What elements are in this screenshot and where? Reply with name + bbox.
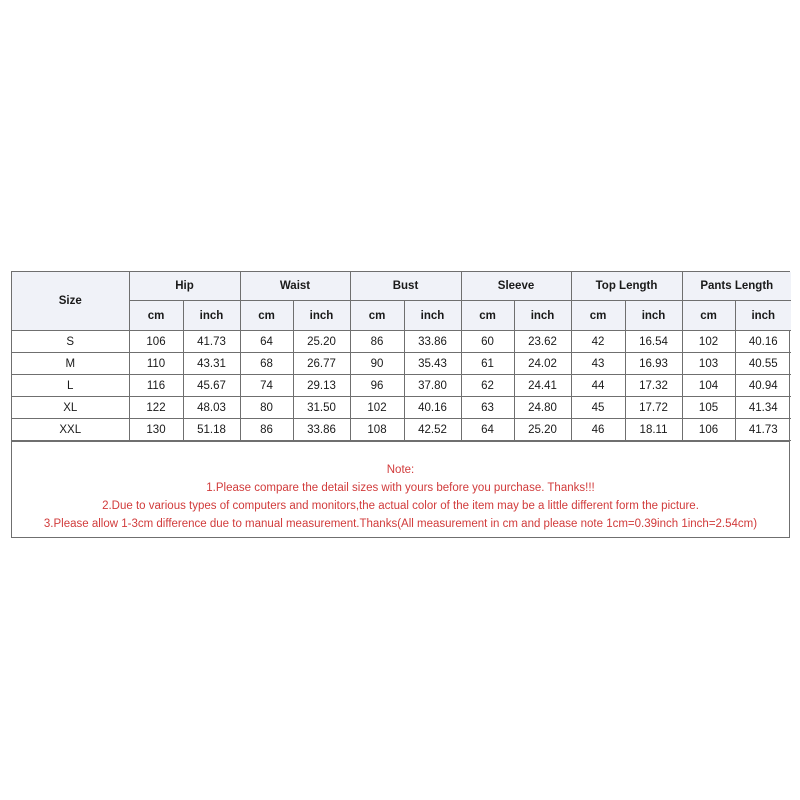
measurement-cell: 106	[129, 331, 183, 353]
pants-length-header: Pants Length	[682, 272, 791, 301]
measurement-cell: 64	[461, 419, 514, 441]
measurement-cell: 45.67	[183, 375, 240, 397]
measurement-cell: 24.80	[514, 397, 571, 419]
measurement-cell: 63	[461, 397, 514, 419]
note-line-1: 1.Please compare the detail sizes with yours before you purchase. Thanks!!!	[206, 482, 595, 494]
measurement-cell: 40.16	[404, 397, 461, 419]
measurement-cell: 23.62	[514, 331, 571, 353]
measurement-cell: 33.86	[293, 419, 350, 441]
measurement-cell: 96	[350, 375, 404, 397]
unit-header-inch: inch	[293, 301, 350, 331]
unit-header-cm: cm	[571, 301, 625, 331]
measurement-cell: 16.93	[625, 353, 682, 375]
measurement-cell: 42.52	[404, 419, 461, 441]
measurement-cell: 68	[240, 353, 293, 375]
size-cell: M	[12, 353, 129, 375]
measurement-cell: 26.77	[293, 353, 350, 375]
measurement-cell: 17.72	[625, 397, 682, 419]
measurement-cell: 105	[682, 397, 735, 419]
measurement-cell: 61	[461, 353, 514, 375]
measurement-cell: 24.41	[514, 375, 571, 397]
measurement-cell: 24.02	[514, 353, 571, 375]
unit-header-inch: inch	[183, 301, 240, 331]
unit-header-cm: cm	[461, 301, 514, 331]
measurement-cell: 103	[682, 353, 735, 375]
measurement-cell: 64	[240, 331, 293, 353]
measurement-cell: 29.13	[293, 375, 350, 397]
measurement-cell: 51.18	[183, 419, 240, 441]
measurement-cell: 86	[350, 331, 404, 353]
measurement-cell: 106	[682, 419, 735, 441]
unit-header-row	[12, 301, 791, 331]
unit-header-cm: cm	[129, 301, 183, 331]
measurement-cell: 41.34	[735, 397, 791, 419]
measurement-cell: 74	[240, 375, 293, 397]
notes-section	[12, 441, 789, 537]
measurement-cell: 35.43	[404, 353, 461, 375]
unit-header-inch: inch	[514, 301, 571, 331]
size-cell: S	[12, 331, 129, 353]
measurement-cell: 80	[240, 397, 293, 419]
measurement-cell: 60	[461, 331, 514, 353]
table-row	[12, 331, 791, 353]
unit-header-cm: cm	[350, 301, 404, 331]
unit-header-cm: cm	[682, 301, 735, 331]
measurement-cell: 116	[129, 375, 183, 397]
unit-header-inch: inch	[625, 301, 682, 331]
size-table	[12, 272, 791, 441]
bust-header: Bust	[350, 272, 461, 301]
size-cell: XL	[12, 397, 129, 419]
size-table-body	[12, 331, 791, 441]
measurement-cell: 104	[682, 375, 735, 397]
size-cell: L	[12, 375, 129, 397]
unit-header-inch: inch	[404, 301, 461, 331]
size-chart	[11, 271, 790, 538]
measurement-cell: 43	[571, 353, 625, 375]
note-title: Note:	[386, 464, 415, 476]
size-header: Size	[12, 272, 129, 331]
measurement-cell: 48.03	[183, 397, 240, 419]
measurement-cell: 45	[571, 397, 625, 419]
measurement-cell: 25.20	[514, 419, 571, 441]
table-row	[12, 419, 791, 441]
note-line-2: 2.Due to various types of computers and monitors,the actual color of the item may be a little different form the picture.	[102, 500, 699, 512]
measurement-cell: 130	[129, 419, 183, 441]
measurement-cell: 110	[129, 353, 183, 375]
measurement-cell: 16.54	[625, 331, 682, 353]
measurement-cell: 41.73	[183, 331, 240, 353]
measurement-cell: 43.31	[183, 353, 240, 375]
group-header-row	[12, 272, 791, 301]
unit-header-cm: cm	[240, 301, 293, 331]
hip-header: Hip	[129, 272, 240, 301]
measurement-cell: 44	[571, 375, 625, 397]
measurement-cell: 17.32	[625, 375, 682, 397]
measurement-cell: 102	[350, 397, 404, 419]
measurement-cell: 18.11	[625, 419, 682, 441]
table-row	[12, 397, 791, 419]
measurement-cell: 31.50	[293, 397, 350, 419]
unit-header-inch: inch	[735, 301, 791, 331]
measurement-cell: 102	[682, 331, 735, 353]
note-line-3: 3.Please allow 1-3cm difference due to manual measurement.Thanks(All measurement in cm and please note 1cm=0.39inch 1inch=2.54cm)	[43, 518, 758, 530]
measurement-cell: 108	[350, 419, 404, 441]
measurement-cell: 25.20	[293, 331, 350, 353]
measurement-cell: 41.73	[735, 419, 791, 441]
sleeve-header: Sleeve	[461, 272, 571, 301]
measurement-cell: 33.86	[404, 331, 461, 353]
measurement-cell: 62	[461, 375, 514, 397]
measurement-cell: 46	[571, 419, 625, 441]
waist-header: Waist	[240, 272, 350, 301]
size-cell: XXL	[12, 419, 129, 441]
measurement-cell: 40.94	[735, 375, 791, 397]
table-row	[12, 375, 791, 397]
measurement-cell: 122	[129, 397, 183, 419]
measurement-cell: 40.16	[735, 331, 791, 353]
measurement-cell: 37.80	[404, 375, 461, 397]
measurement-cell: 40.55	[735, 353, 791, 375]
measurement-cell: 90	[350, 353, 404, 375]
top-length-header: Top Length	[571, 272, 682, 301]
measurement-cell: 86	[240, 419, 293, 441]
table-row	[12, 353, 791, 375]
measurement-cell: 42	[571, 331, 625, 353]
